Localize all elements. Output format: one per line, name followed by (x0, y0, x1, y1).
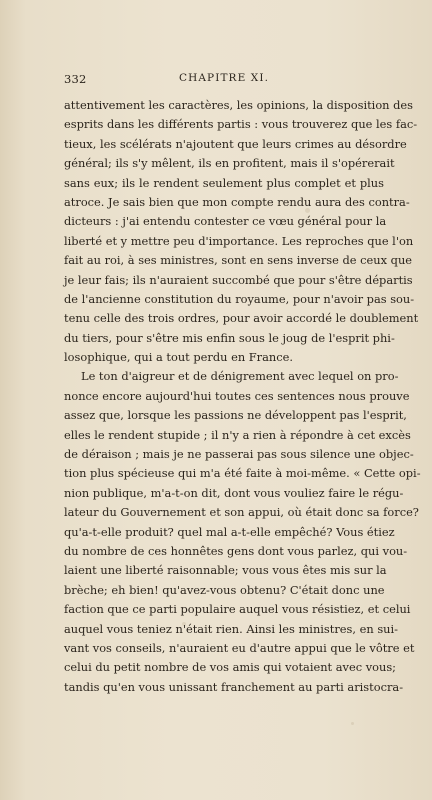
page-number: 332 (64, 72, 87, 86)
text-line: assez que, lorsque les passions ne développent pas l'esprit, (64, 408, 407, 423)
text-line: tenu celle des trois ordres, pour avoir accordé le doublement (64, 311, 419, 326)
text-line: losophique, qui a tout perdu en France. (64, 350, 293, 365)
text-line: nonce encore aujourd'hui toutes ces sentences nous prouve (64, 388, 410, 403)
paragraph-2 (64, 367, 421, 697)
body-text (64, 96, 421, 697)
text-line: de l'ancienne constitution du royaume, pour n'avoir pas sou- (64, 291, 415, 306)
paper-spot (351, 722, 354, 725)
text-line: fait au roi, à ses ministres, sont en sens inverse de ceux que (64, 253, 413, 268)
text-line: du nombre de ces honnêtes gens dont vous parlez, qui vou- (64, 543, 408, 558)
text-line: je leur fais; ils n'auraient succombé que pour s'être départis (64, 272, 413, 287)
text-line: attentivement les caractères, les opinions, la disposition des (64, 98, 414, 112)
text-line: celui du petit nombre de vos amis qui votaient avec vous; (64, 660, 397, 675)
text-line: brèche; eh bien! qu'avez-vous obtenu? C'était donc une (64, 582, 385, 597)
text-line: vant vos conseils, n'auraient eu d'autre appui que le vôtre et (64, 640, 415, 655)
text-line: tion plus spécieuse qui m'a été faite à moi-même. « Cette opi- (64, 466, 421, 481)
text-line: du tiers, pour s'être mis enfin sous le joug de l'esprit phi- (64, 330, 395, 345)
text-line: dicteurs : j'ai entendu contester ce vœu général pour la (64, 214, 387, 229)
text-line: lateur du Gouvernement et son appui, où était donc sa force? (64, 505, 419, 520)
text-line: atroce. Je sais bien que mon compte rendu aura des contra- (64, 194, 410, 209)
text-line: elles le rendent stupide ; il n'y a rien à répondre à cet excès (64, 427, 411, 442)
text-line: laient une liberté raisonnable; vous vous êtes mis sur la (64, 563, 387, 578)
text-line: sans eux; ils le rendent seulement plus complet et plus (64, 175, 384, 190)
text-line: auquel vous teniez n'était rien. Ainsi les ministres, en sui- (64, 621, 398, 636)
text-line: de déraison ; mais je ne passerai pas sous silence une objec- (64, 447, 414, 462)
text-line: liberté et y mettre peu d'importance. Les reproches que l'on (64, 233, 414, 248)
text-line: général; ils s'y mêlent, ils en profitent, mais il s'opérerait (64, 156, 395, 171)
chapter-title: CHAPITRE XI. (178, 72, 270, 84)
text-line: esprits dans les différents partis : vous trouverez que les fac- (64, 117, 418, 132)
paragraph-1 (64, 96, 419, 367)
text-line: tieux, les scélérats n'ajoutent que leurs crimes au désordre (64, 136, 407, 151)
text-line: nion publique, m'a-t-on dit, dont vous vouliez faire le régu- (64, 485, 404, 500)
text-line: tandis qu'en vous unissant franchement au parti aristocra- (64, 679, 404, 694)
text-line: qu'a-t-elle produit? quel mal a-t-elle empêché? Vous étiez (64, 524, 395, 539)
page-header (64, 72, 384, 88)
text-line: Le ton d'aigreur et de dénigrement avec lequel on pro- (81, 369, 399, 384)
text-line: faction que ce parti populaire auquel vous résistiez, et celui (64, 602, 411, 617)
